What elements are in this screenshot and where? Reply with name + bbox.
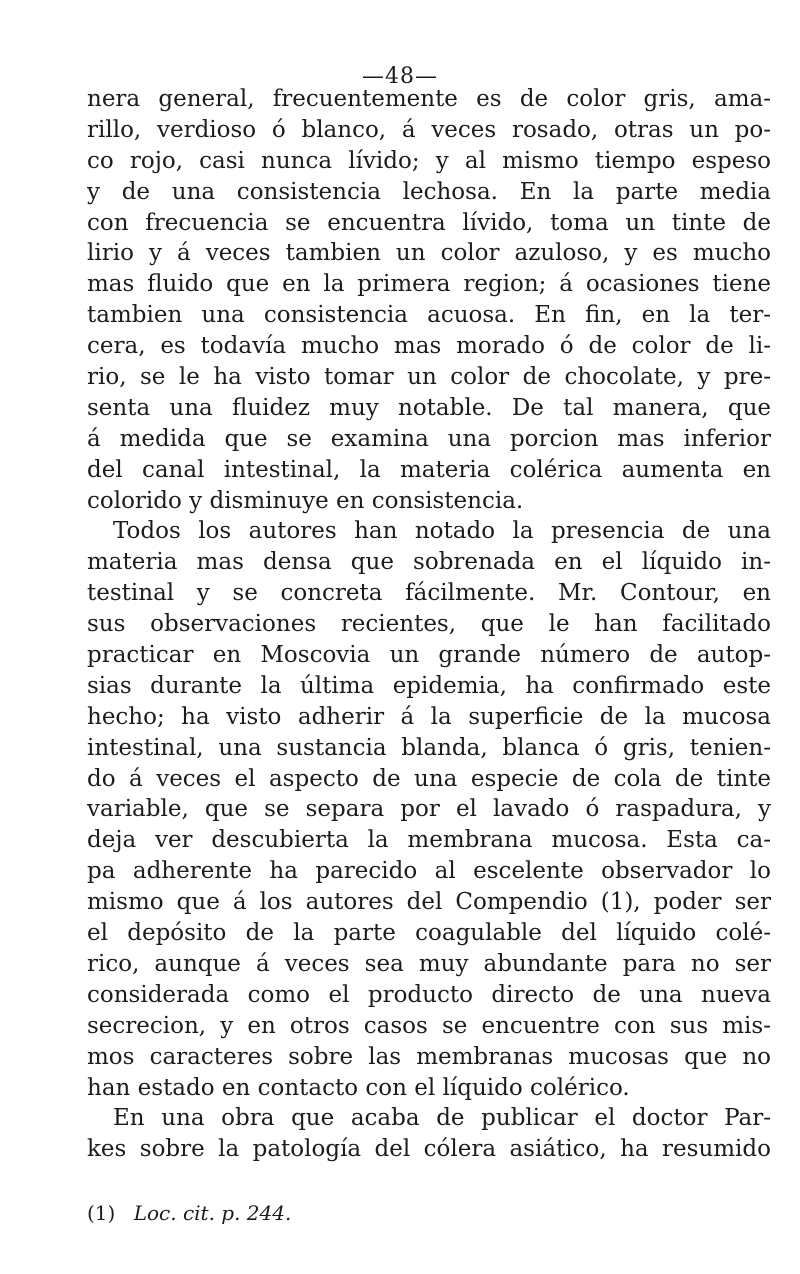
text-line: co rojo, casi nunca lívido; y al mismo tiempo espeso	[87, 147, 771, 174]
text-line: del canal intestinal, la materia colérica aumenta en	[87, 456, 771, 483]
text-line: mos caracteres sobre las membranas mucosas que no	[87, 1043, 771, 1070]
text-line: senta una fluidez muy notable. De tal manera, que	[87, 394, 771, 421]
text-line: á medida que se examina una porcion mas inferior	[87, 425, 771, 452]
text-line: intestinal, una sustancia blanda, blanca ó gris, tenien-	[87, 734, 771, 761]
text-line: practicar en Moscovia un grande número de autop-	[87, 642, 771, 669]
text-line: tambien una consistencia acuosa. En fin, en la ter-	[87, 302, 771, 329]
text-line: hecho; ha visto adherir á la superficie de la mucosa	[87, 703, 771, 730]
text-line: sias durante la última epidemia, ha confirmado este	[87, 672, 771, 699]
text-line: cera, es todavía mucho mas morado ó de color de li-	[87, 333, 771, 360]
paragraph-last-line: han estado en contacto con el líquido colérico.	[87, 1074, 630, 1101]
text-line: el depósito de la parte coagulable del líquido colé-	[87, 920, 771, 947]
text-line: testinal y se concreta fácilmente. Mr. Contour, en	[87, 580, 771, 607]
text-line: deja ver descubierta la membrana mucosa. Esta ca-	[87, 827, 771, 854]
text-line: y de una consistencia lechosa. En la parte media	[87, 178, 771, 205]
text-line: rio, se le ha visto tomar un color de chocolate, y pre-	[87, 364, 771, 391]
text-line: kes sobre la patología del cólera asiático, ha resumido	[87, 1136, 771, 1163]
footnote-marker: (1)	[87, 1201, 116, 1225]
text-line: nera general, frecuentemente es de color gris, ama-	[87, 86, 771, 112]
text-line: materia mas densa que sobrenada en el líquido in-	[87, 549, 771, 576]
page-number: —48—	[362, 64, 438, 89]
text-line: secrecion, y en otros casos se encuentre con sus mis-	[87, 1012, 771, 1039]
text-line: rico, aunque á veces sea muy abundante para no ser	[87, 950, 771, 977]
text-line: rillo, verdioso ó blanco, á veces rosado, otras un po-	[87, 116, 771, 143]
paragraph-first-line: En una obra que acaba de publicar el doctor Par-	[113, 1105, 771, 1132]
text-line: mismo que á los autores del Compendio (1), poder ser	[87, 889, 771, 916]
paragraph-last-line: colorido y disminuye en consistencia.	[87, 487, 524, 514]
text-line: sus observaciones recientes, que le han facilitado	[87, 611, 771, 638]
text-line: con frecuencia se encuentra lívido, toma un tinte de	[87, 209, 771, 236]
text-line: do á veces el aspecto de una especie de cola de tinte	[87, 765, 771, 792]
text-line: pa adherente ha parecido al escelente observador lo	[87, 858, 771, 885]
footnote-source: Loc. cit. p. 244.	[133, 1201, 292, 1225]
body-text	[87, 84, 771, 1165]
text-line: variable, que se separa por el lavado ó raspadura, y	[87, 796, 771, 823]
text-line: considerada como el producto directo de una nueva	[87, 981, 771, 1008]
footnote	[87, 1200, 291, 1226]
text-line: lirio y á veces tambien un color azuloso, y es mucho	[87, 240, 771, 267]
paragraph-first-line: Todos los autores han notado la presencia de una	[113, 518, 771, 545]
text-line: mas fluido que en la primera region; á ocasiones tiene	[87, 271, 771, 298]
